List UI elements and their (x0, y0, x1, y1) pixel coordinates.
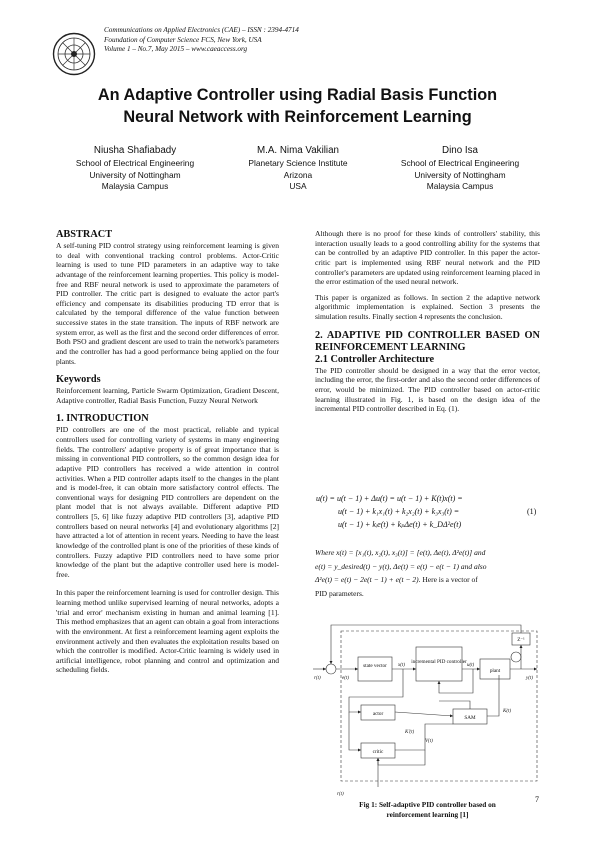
abstract-heading: ABSTRACT (56, 229, 113, 240)
title-line: An Adaptive Controller using Radial Basis Function (97, 86, 498, 104)
caption-line: Fig 1: Self-adaptive PID controller based on (359, 800, 496, 809)
signal-r: r(t) (314, 676, 321, 681)
signal-x: x(t) (398, 663, 405, 668)
author-affiliation: Arizona (283, 169, 313, 180)
author-affiliation: School of Electrical Engineering (75, 158, 195, 169)
right-column (315, 229, 540, 414)
journal-line: Volume 1 – No.7, May 2015 – www.caeaccess.org (104, 45, 248, 54)
author-affiliation: USA (289, 180, 307, 191)
journal-line: Foundation of Computer Science FCS, New York, USA (104, 35, 262, 44)
definition-line: Where x(t) = [x₁(t), x₂(t), x₃(t)] = [e(t), Δe(t), Δ²e(t)] and (315, 548, 486, 557)
author-block (365, 145, 555, 192)
signal-y: y(t) (526, 676, 533, 681)
keywords-heading: Keywords (56, 374, 101, 386)
signal-k: K(t) (503, 709, 512, 714)
definition-line: e(t) = y_desired(t) − y(t), Δe(t) = e(t) − e(t − 1) and also (315, 561, 487, 571)
body-paragraph: Although there is no proof for these kinds of controllers' stability, this interaction usually leads to a good controlling ability for the systems that can be controlled by an adaptive PID controller. In this paper the actor-critic part is implemented using RBF neural network and the PID controller's parameters are updated using reinforcement learning placed in the error estimation of the used neural network. (315, 229, 540, 287)
signal-e: e(t) (342, 676, 349, 681)
page-number: 7 (535, 795, 539, 804)
author-affiliation: University of Nottingham (89, 169, 181, 180)
actor-label: actor (372, 711, 384, 717)
pid-label: incremental PID controller (411, 659, 467, 665)
equation-definitions (315, 546, 543, 600)
foundation-logo (52, 32, 96, 76)
author-name: Dino Isa (442, 145, 478, 156)
title-line: Neural Network with Reinforcement Learning (123, 107, 472, 126)
equation-line: u(t) = u(t − 1) + Δu(t) = u(t − 1) + K(t)x(t) = (316, 494, 463, 503)
author-name: M.A. Nima Vakilian (256, 145, 340, 156)
intro-paragraph: In this paper the reinforcement learning is used for controller design. This learning method unlike supervised learning of neural networks, adopts a 'trial and error' mechanism existing in human and animal learning [1]. This method emphasizes that an agent can obtain a goal from interactions with the environment. At first a reinforcement learning agent exploits the environment actively and then evaluates the exploitation results based on which the controller is modified. Actor-Critic learning is widely used in artificial intelligence, robot planning and control and optimization and scheduling fields. (56, 588, 279, 675)
author-name: Niusha Shafiabady (93, 145, 177, 156)
equation-line: u(t − 1) + k₁x₁(t) + k₂x₂(t) + k₃x₃(t) = (338, 507, 460, 516)
figure-caption (315, 800, 540, 819)
intro-paragraph: PID controllers are one of the most practical, reliable and typical controllers used for controlling variety of systems in many engineering fields. The controllers' adaptive property is of great importance that is missing in conventional PID controllers, so the common design idea for adaptive PID controllers has received a wide attention in control activities. When a PID controller adapts itself to the changes in the plant and is model-free, it can obtain more satisfactory control effects. The conventional ways for designing PID controllers are dependent on the plant model that is not always available. Different adaptive PID controllers [5, 6] like fuzzy adaptive PID controllers [3], adaptive PID controllers based on neural networks [4] and evolutionary algorithms [2] have attracted a lot of attention in recent years. Needing to have the least knowledge of the controlled plant is one of the priorities of these kinds of controllers. Fuzzy adaptive PID controllers need to have some prior knowledge of the plant but the adaptive controller used here is model-free. (56, 425, 279, 579)
paper-title (40, 85, 555, 128)
signal-kprime: K′(t) (405, 730, 415, 735)
author-block (40, 145, 230, 192)
left-column (56, 229, 279, 675)
author-affiliation: Planetary Science Institute (248, 158, 348, 169)
body-paragraph: This paper is organized as follows. In section 2 the adaptive network algorithmic implementation is explained. Section 3 presents the simulation results. Finally section 4 represents the conclusion. (315, 292, 540, 321)
signal-u: u(t) (467, 663, 475, 668)
equation-number: (1) (527, 507, 537, 516)
figure-1-diagram (313, 617, 541, 807)
signal-reward: r(t) (337, 792, 344, 797)
delay-label: Z⁻¹ (517, 637, 525, 643)
keywords-text: Reinforcement learning, Particle Swarm Optimization, Gradient Descent, Adaptive controller, Radial Basis Function, Fuzzy Neural Network (56, 386, 279, 405)
sam-label: SAM (464, 715, 476, 721)
author-affiliation: Malaysia Campus (426, 180, 494, 191)
abstract-text: A self-tuning PID control strategy using reinforcement learning is given to deal with conventional tracking control problems. Actor-Critic learning is used to tune PID parameters in an adaptive way to take advantage of the reinforcement learning properties. This policy is model-free and RBF neural network is used to approximate the parameters of PID controller. The critic part is designed to evaluate the actor part's efficiency and compensate its disabilities producing TD error that is calculated by the temporal difference of the value function between successive states in the state transition. The inputs of RBF network are system error, as well as the first and the second order differences of error. Both PSO and gradient descent are used to train the network's parameters and the controller has had a good performance being applied on the four plants. (56, 241, 279, 366)
journal-line: Communications on Applied Electronics (CAE) – ISSN : 2394-4714 (104, 26, 299, 34)
definition-text: . Here is a vector of (418, 575, 478, 584)
definition-line: Δ²e(t) = e(t) − 2e(t − 1) + e(t − 2) (315, 575, 419, 584)
journal-header (104, 26, 404, 55)
equation-line: u(t − 1) + kᵢe(t) + kₚΔe(t) + k_DΔ²e(t) (338, 520, 462, 529)
introduction-heading: 1. INTRODUCTION (56, 413, 149, 425)
equation-1 (316, 492, 541, 531)
section-2-heading: 2. ADAPTIVE PID CONTROLLER BASED ON REINFORCEMENT LEARNING (315, 329, 540, 353)
author-affiliation: School of Electrical Engineering (400, 158, 520, 169)
plant-label: plant (489, 668, 501, 674)
author-affiliation: University of Nottingham (414, 169, 506, 180)
author-affiliation: Malaysia Campus (101, 180, 169, 191)
state-label: state vector (363, 663, 387, 669)
section-2-1-heading: 2.1 Controller Architecture (315, 353, 435, 365)
signal-v: V(t) (425, 739, 433, 744)
definition-line: PID parameters. (315, 588, 364, 598)
state-vector-block (358, 657, 392, 681)
critic-label: critic (372, 749, 384, 755)
body-paragraph: The PID controller should be designed in a way that the error vector, including the error, the first-order and also the second order differences of error, would be minimized. The PID controller based on actor-critic learning illustrated in Fig. 1, is based on the design idea of the incremental PID controller described in Eq. (1). (315, 365, 540, 414)
caption-line: reinforcement learning [1] (386, 809, 469, 819)
